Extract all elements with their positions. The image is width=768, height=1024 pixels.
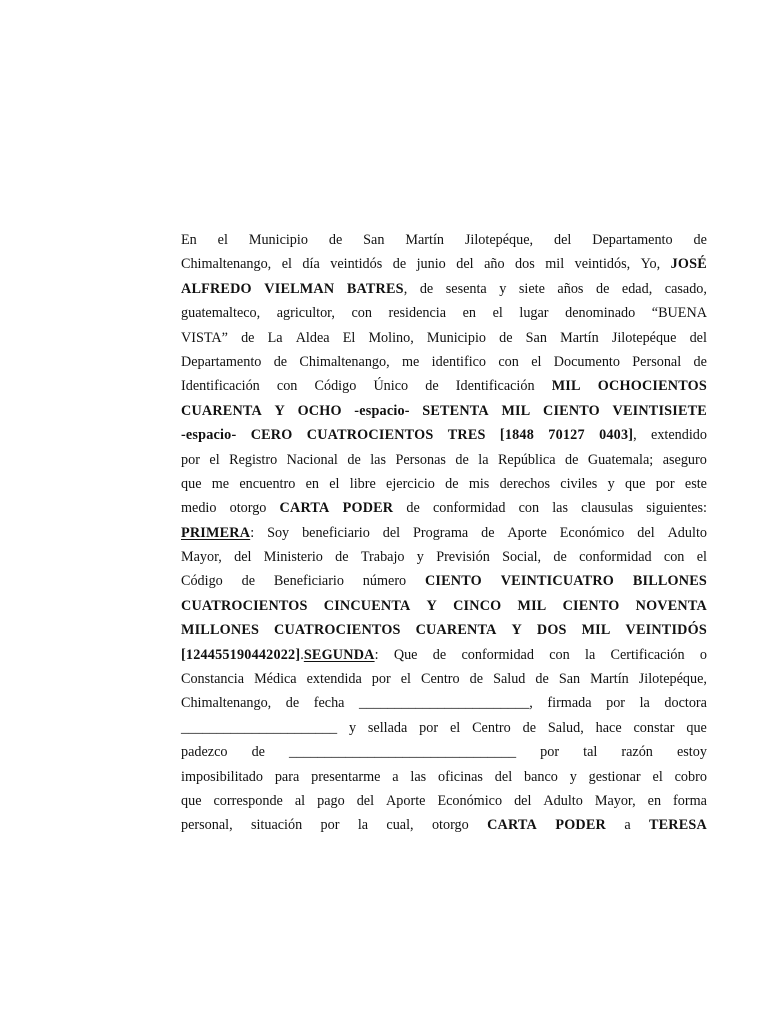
text-line	[181, 252, 707, 276]
word: del	[356, 792, 375, 809]
word: el	[281, 256, 292, 273]
text-line	[181, 813, 707, 837]
word: que	[181, 792, 202, 809]
word: y	[416, 549, 424, 566]
word: de	[522, 719, 536, 736]
word: para	[274, 768, 300, 785]
bold-word: MIL	[551, 378, 581, 395]
word: las	[410, 768, 427, 785]
word: Jilotepéque,	[464, 232, 534, 248]
word: de	[419, 280, 434, 297]
bold-word: MIL	[501, 402, 531, 419]
word: número	[362, 573, 407, 590]
word: de	[241, 329, 255, 346]
bold-word: MIL	[581, 622, 611, 639]
bold-word: TRES	[447, 427, 486, 444]
word: Que	[393, 646, 418, 663]
word: :	[250, 524, 255, 541]
word: a	[624, 817, 631, 834]
word: me	[401, 353, 420, 370]
word: las	[552, 500, 568, 517]
word: por	[606, 695, 626, 712]
text-line	[181, 399, 707, 423]
text-line	[181, 716, 707, 740]
word: de	[251, 744, 265, 761]
bold-word: CIENTO	[562, 597, 620, 614]
bold-word: CIENTO	[424, 573, 482, 590]
word-group	[181, 643, 379, 667]
word: mil	[545, 256, 565, 273]
word: libre	[349, 475, 376, 492]
word: el	[696, 549, 707, 566]
word: Departamento	[181, 353, 262, 370]
word: el	[329, 475, 340, 492]
word: Registro	[229, 451, 278, 468]
word: de	[392, 256, 407, 273]
word: ________________________________	[289, 744, 517, 761]
word: por	[540, 744, 560, 761]
word: gestionar	[588, 768, 641, 785]
word: Municipio	[426, 329, 487, 346]
word: de	[335, 549, 349, 566]
word: con	[518, 500, 540, 517]
word: del	[514, 792, 532, 809]
word: La	[267, 329, 283, 346]
word: Personas	[395, 451, 446, 468]
word: día	[302, 256, 320, 273]
word: hace	[595, 719, 622, 736]
word: cobro	[674, 768, 707, 785]
word: tal	[583, 744, 598, 761]
text-line	[181, 643, 707, 667]
word: y	[607, 475, 615, 492]
bold-word: PRIMERA	[181, 524, 251, 541]
word: de	[595, 280, 610, 297]
text-line	[181, 691, 707, 715]
word: doctora	[664, 695, 707, 712]
word-group	[347, 277, 407, 301]
word: denominado	[565, 305, 636, 322]
word: presentarme	[311, 768, 381, 785]
word: Identificación	[455, 378, 535, 395]
word: Documento	[553, 353, 620, 370]
word: de	[273, 353, 288, 370]
bold-word: CUATROCIENTOS	[274, 622, 401, 639]
word: otorgo	[431, 817, 469, 834]
word: Económico	[437, 792, 503, 809]
word: de	[693, 353, 707, 370]
word: año	[484, 256, 505, 273]
word: “BUENA	[651, 305, 707, 322]
bold-word: CUARENTA	[181, 402, 262, 419]
word: Personal	[632, 353, 682, 370]
word: agricultor,	[276, 305, 335, 322]
word: Identificación	[181, 378, 260, 395]
word: de	[241, 573, 256, 590]
bold-word: VEINTICUATRO	[500, 573, 615, 590]
word: Martín	[590, 671, 629, 688]
word: Social,	[502, 549, 542, 566]
word: ejercicio	[386, 475, 435, 492]
word: que	[624, 475, 646, 492]
word: Centro	[421, 671, 460, 688]
word: :	[374, 646, 379, 663]
word: el	[217, 232, 228, 248]
word: con	[549, 646, 570, 663]
bold-word: BILLONES	[632, 573, 707, 590]
word: por	[181, 451, 200, 468]
text-line	[181, 277, 707, 301]
word: ,	[403, 280, 408, 297]
word: razón	[621, 744, 653, 761]
word: San	[525, 329, 547, 346]
word: Código	[181, 573, 223, 590]
word: me	[211, 475, 230, 492]
word: años	[557, 280, 584, 297]
word: o	[699, 646, 707, 663]
bold-word: [124455190442022]	[181, 646, 301, 663]
word: conformidad	[461, 646, 534, 663]
bold-word: MILLONES	[181, 622, 260, 639]
bold-word: Y	[511, 622, 522, 639]
bold-word: CUATROCIENTOS	[306, 427, 434, 444]
bold-word: Y	[426, 597, 437, 614]
word: República	[497, 451, 556, 468]
word: del	[456, 256, 474, 273]
word: de	[285, 695, 300, 712]
word: oficinas	[438, 768, 483, 785]
document-body	[181, 228, 707, 838]
text-line	[181, 350, 707, 374]
word: del	[234, 549, 252, 566]
word: sesenta	[445, 280, 487, 297]
bold-word: BATRES	[346, 280, 404, 297]
word: clausulas	[581, 500, 634, 517]
word: dos	[515, 256, 535, 273]
word: la	[478, 451, 489, 468]
word: y	[569, 768, 577, 785]
word: San	[558, 671, 581, 688]
bold-word: SETENTA	[422, 402, 489, 419]
word: conformidad	[432, 500, 506, 517]
word: en	[462, 305, 476, 322]
word-group	[599, 423, 637, 447]
bold-word: 70127	[548, 427, 585, 444]
word: conformidad	[579, 549, 652, 566]
word: otorgo	[229, 500, 267, 517]
word: forma	[673, 792, 707, 809]
word: del	[637, 524, 655, 541]
word: Ministerio	[263, 549, 323, 566]
word: banco	[523, 768, 558, 785]
bold-word: CIENTO	[543, 402, 600, 419]
word: Chimaltenango,	[299, 353, 390, 370]
word: Médica	[254, 671, 297, 688]
word: Previsión	[436, 549, 490, 566]
word: de	[693, 232, 707, 248]
text-line	[181, 326, 707, 350]
word: a	[392, 768, 399, 785]
word: junio	[416, 256, 446, 273]
word: de	[564, 451, 579, 468]
bold-word: SEGUNDA	[303, 646, 375, 663]
word: corresponde	[213, 792, 283, 809]
word: Jilotepéque	[611, 329, 677, 346]
text-line	[181, 374, 707, 398]
bold-word: CINCUENTA	[323, 597, 411, 614]
word: veintidós	[330, 256, 383, 273]
word: la	[639, 695, 650, 712]
word-group	[181, 521, 254, 545]
word: en	[305, 475, 319, 492]
word: San	[363, 232, 385, 248]
word: la	[357, 817, 369, 834]
bold-word: [1848	[499, 427, 534, 444]
bold-word: CARTA	[487, 817, 537, 834]
word: por	[371, 671, 391, 688]
word: El	[342, 329, 356, 346]
word: por	[419, 719, 439, 736]
word: con	[498, 353, 519, 370]
text-line	[181, 423, 707, 447]
text-line	[181, 594, 707, 618]
bold-word: DOS	[536, 622, 567, 639]
text-line	[181, 667, 707, 691]
word: la	[585, 646, 596, 663]
word: Mayor,	[594, 792, 636, 809]
word: Adulto	[667, 524, 707, 541]
word: extendido	[651, 427, 707, 444]
word: Económico	[559, 524, 625, 541]
word: con	[663, 549, 685, 566]
word: siete	[518, 280, 545, 297]
word: civiles	[560, 475, 598, 492]
word: Departamento	[592, 232, 673, 248]
text-line	[181, 569, 707, 593]
word: Código	[314, 378, 357, 395]
word: Municipio	[248, 232, 308, 248]
word: padezco	[181, 744, 228, 761]
word: guatemalteco,	[181, 305, 261, 322]
bold-word: ALFREDO	[181, 280, 252, 297]
bold-word: CARTA	[279, 500, 330, 517]
bold-word: PODER	[342, 500, 394, 517]
word: Trabajo	[360, 549, 405, 566]
word: casado,	[664, 280, 707, 297]
word: el	[492, 305, 503, 322]
word: Martín	[560, 329, 599, 346]
word: al	[294, 792, 306, 809]
bold-word: 0403]	[599, 427, 634, 444]
word: constar	[633, 719, 675, 736]
word: extendida	[306, 671, 362, 688]
word: las	[370, 451, 386, 468]
word: pago	[317, 792, 345, 809]
word: Martín	[405, 232, 444, 248]
text-line	[181, 765, 707, 789]
text-line	[181, 789, 707, 813]
word: VISTA”	[181, 329, 228, 346]
word: Programa	[413, 524, 469, 541]
bold-word: PODER	[555, 817, 606, 834]
word: y	[499, 280, 507, 297]
word: firmada	[547, 695, 592, 712]
word: estoy	[676, 744, 707, 761]
word: de	[553, 549, 567, 566]
word: Yo,	[640, 256, 661, 273]
word: ______________________	[181, 719, 338, 736]
word: Aporte	[386, 792, 426, 809]
word: medio	[181, 500, 217, 517]
word: de	[445, 475, 459, 492]
word: Constancia	[181, 671, 245, 688]
word: el	[652, 768, 663, 785]
word: siguientes:	[646, 500, 707, 517]
word: Molino,	[368, 329, 414, 346]
word: fecha	[313, 695, 345, 712]
word: ________________________,	[359, 695, 533, 712]
word: que	[181, 475, 202, 492]
word: derechos	[499, 475, 550, 492]
word: de	[328, 232, 343, 248]
bold-word: JOSÉ	[670, 256, 707, 273]
word: mis	[468, 475, 490, 492]
bold-word: NOVENTA	[635, 597, 707, 614]
text-line	[181, 228, 707, 252]
word: En	[181, 232, 197, 248]
word: Adulto	[543, 792, 583, 809]
word: cual,	[386, 817, 414, 834]
text-line	[181, 448, 707, 472]
word: encuentro	[239, 475, 296, 492]
bold-word: CINCO	[453, 597, 502, 614]
text-line	[181, 521, 707, 545]
word: Salud	[493, 671, 526, 688]
word: Soy	[267, 524, 290, 541]
bold-word: OCHOCIENTOS	[597, 378, 707, 395]
word: Único	[373, 378, 409, 395]
word: y	[348, 719, 357, 736]
word: edad,	[621, 280, 653, 297]
word: Aldea	[295, 329, 330, 346]
word: imposibilitado	[181, 768, 263, 785]
bold-word: Y	[274, 402, 285, 419]
word: Beneficiario	[273, 573, 344, 590]
bold-word: TERESA	[648, 817, 707, 834]
word: del	[494, 768, 513, 785]
text-line	[181, 618, 707, 642]
word: Guatemala;	[587, 451, 654, 468]
word: Centro	[472, 719, 511, 736]
word: por	[655, 475, 675, 492]
bold-word: -espacio-	[181, 427, 237, 444]
bold-word: CUATROCIENTOS	[181, 597, 308, 614]
word: de	[406, 500, 420, 517]
word: Salud,	[547, 719, 584, 736]
word: que	[686, 719, 707, 736]
bold-word: -espacio-	[354, 402, 410, 419]
word: de	[455, 451, 469, 468]
word: Chimaltenango,	[181, 695, 272, 712]
word: de	[469, 671, 484, 688]
word: Jilotepéque,	[638, 671, 707, 688]
word: sellada	[367, 719, 408, 736]
bold-word: VEINTISIETE	[612, 402, 707, 419]
text-line	[181, 740, 707, 764]
word: por	[320, 817, 340, 834]
word: con	[276, 378, 298, 395]
word: del	[382, 524, 401, 541]
word: del	[553, 232, 572, 248]
word: de	[499, 329, 513, 346]
word: veintidós,	[574, 256, 631, 273]
word: el	[531, 353, 542, 370]
word: ,	[633, 427, 637, 444]
word: beneficiario	[302, 524, 370, 541]
text-line	[181, 472, 707, 496]
word: situación	[250, 817, 303, 834]
word: del	[689, 329, 707, 346]
bold-word: MIL	[517, 597, 547, 614]
bold-word: VIELMAN	[264, 280, 335, 297]
word: el	[209, 451, 220, 468]
word: de	[535, 671, 549, 688]
bold-word: VEINTIDÓS	[625, 622, 707, 639]
text-line	[181, 301, 707, 325]
word: residencia	[388, 305, 447, 322]
word: de	[425, 378, 439, 395]
word: con	[351, 305, 372, 322]
text-line	[181, 496, 707, 520]
bold-word: CUARENTA	[415, 622, 497, 639]
bold-word: OCHO	[297, 402, 342, 419]
word: de	[432, 646, 447, 663]
word: Nacional	[286, 451, 338, 468]
word: Mayor,	[181, 549, 222, 566]
word: aseguro	[662, 451, 707, 468]
word: lugar	[519, 305, 549, 322]
word: el	[400, 671, 411, 688]
word: Certificación	[610, 646, 685, 663]
word: Chimaltenango,	[181, 256, 272, 273]
word: en	[647, 792, 662, 809]
word: Aporte	[507, 524, 547, 541]
word: de	[481, 524, 495, 541]
text-line	[181, 545, 707, 569]
word: de	[347, 451, 361, 468]
word: el	[449, 719, 461, 736]
word: este	[684, 475, 707, 492]
word: identifico	[431, 353, 487, 370]
word: personal,	[181, 817, 233, 834]
word-group	[359, 691, 533, 715]
bold-word: CERO	[250, 427, 293, 444]
word: .	[300, 646, 304, 663]
